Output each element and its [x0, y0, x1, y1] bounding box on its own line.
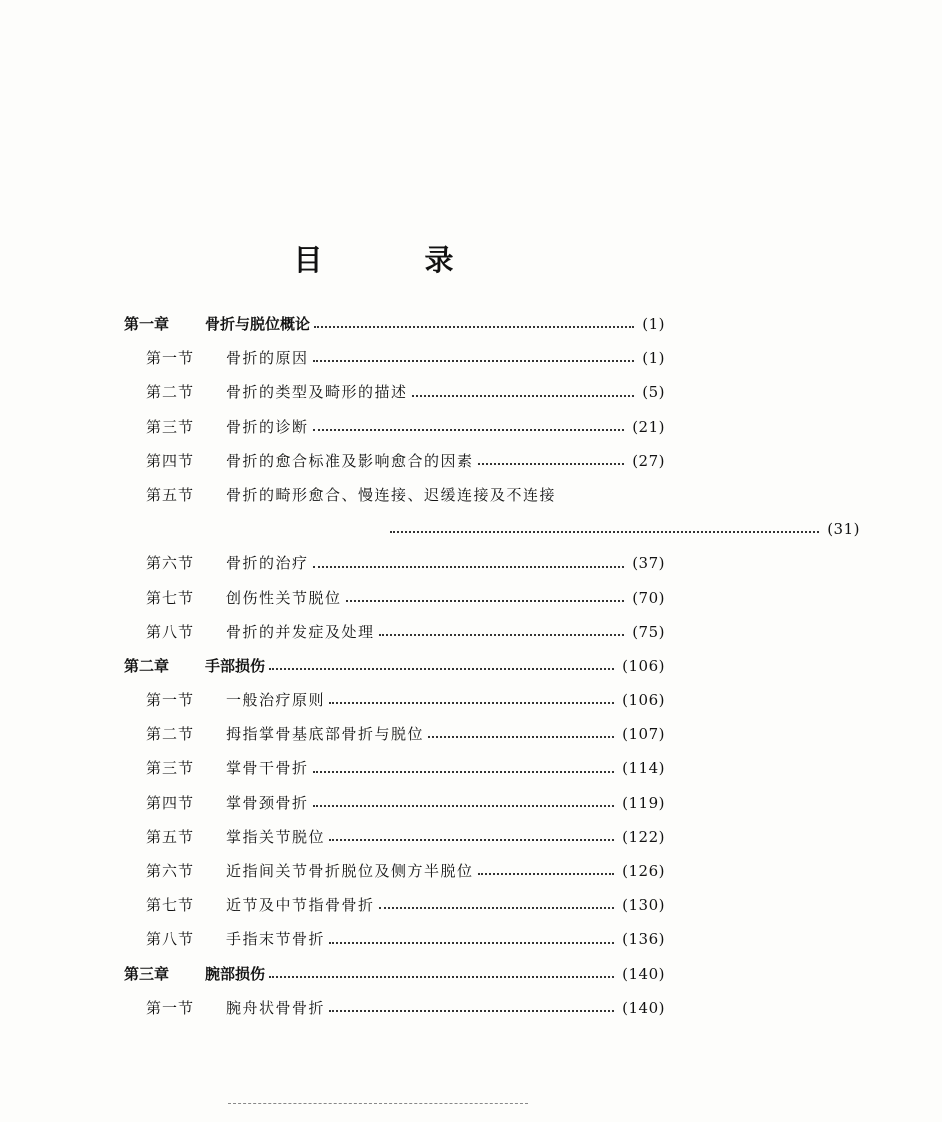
toc-section-row[interactable]: [0, 991, 747, 1025]
toc-entry-label: 第四节: [146, 793, 195, 812]
toc-dot-leader: [379, 600, 625, 636]
toc-entry-label: 第七节: [146, 896, 195, 915]
toc-page-number: (1): [642, 315, 665, 333]
toc-entry-title: 手指末节骨折: [226, 930, 326, 949]
toc-entry-label: 第二节: [146, 725, 195, 744]
toc-dot-leader: [314, 292, 634, 328]
toc-entry-title: 手部损伤: [205, 656, 266, 675]
toc-section-row[interactable]: [0, 581, 747, 615]
toc-page-number: (5): [642, 383, 665, 402]
toc-entry-title: 骨折的原因: [226, 349, 309, 368]
toc-dot-leader: [478, 429, 625, 465]
toc-entry-title: 骨折的类型及畸形的描述: [226, 383, 408, 402]
toc-page-number: (70): [632, 588, 665, 607]
page-title: 目 录: [293, 243, 500, 277]
toc-page-number: (75): [632, 622, 665, 641]
toc-entry-title: 骨折的愈合标准及影响愈合的因素: [226, 451, 474, 470]
toc-section-row[interactable]: [0, 683, 747, 717]
toc-entry-title: 腕舟状骨骨折: [226, 998, 326, 1017]
toc-dot-leader: [346, 566, 625, 602]
toc-entry-label: 第七节: [146, 588, 195, 607]
toc-entry-title: 骨折的并发症及处理: [226, 622, 375, 641]
toc-entry-label: 第八节: [146, 622, 195, 641]
toc-page-number: (31): [827, 520, 860, 539]
toc-entry-title: 腕部损伤: [205, 964, 266, 983]
toc-dot-leader: [329, 907, 614, 943]
toc-dot-leader: [313, 531, 625, 567]
table-of-contents: [0, 307, 860, 1025]
toc-entry-label: 第一节: [146, 998, 195, 1017]
toc-entry-label: 第一章: [124, 315, 170, 333]
toc-section-row[interactable]: [0, 820, 747, 854]
toc-page-number: (140): [622, 964, 665, 983]
toc-dot-leader: [329, 976, 614, 1012]
toc-dot-leader: [329, 668, 614, 704]
toc-dot-leader: [412, 360, 635, 396]
toc-entry-label: 第四节: [146, 451, 195, 470]
toc-entry-label: 第六节: [146, 554, 195, 573]
toc-page-number: (1): [642, 349, 665, 368]
toc-page-number: (140): [622, 998, 665, 1017]
toc-section-row[interactable]: [0, 444, 747, 478]
toc-dot-leader: [269, 942, 614, 978]
toc-dot-leader: [313, 736, 615, 772]
toc-page-number: (21): [632, 417, 665, 436]
toc-entry-label: 第二章: [124, 656, 170, 675]
toc-entry-title: 一般治疗原则: [226, 691, 326, 710]
toc-page-number: (136): [622, 930, 665, 949]
toc-entry-label: 第八节: [146, 930, 195, 949]
toc-page-number: (37): [632, 554, 665, 573]
toc-entry-label: 第三章: [124, 964, 170, 983]
toc-entry-title: 掌骨颈骨折: [226, 793, 309, 812]
toc-entry-title: 骨折的诊断: [226, 417, 309, 436]
toc-section-row[interactable]: [0, 341, 747, 375]
toc-section-row[interactable]: [0, 410, 747, 444]
toc-entry-title: 拇指掌骨基底部骨折与脱位: [226, 725, 425, 744]
toc-dot-leader: [313, 326, 635, 362]
toc-entry-label: 第一节: [146, 691, 195, 710]
footer-scan-line: [228, 1103, 528, 1104]
toc-entry-label: 第三节: [146, 417, 195, 436]
toc-page-number: (114): [622, 759, 665, 778]
toc-entry-title: 骨折与脱位概论: [205, 315, 311, 333]
toc-dot-leader: [269, 634, 614, 670]
toc-entry-title: 近节及中节指骨骨折: [226, 896, 375, 915]
toc-entry-title: 近指间关节骨折脱位及侧方半脱位: [226, 862, 474, 880]
toc-dot-leader: [390, 497, 819, 533]
toc-page-number: (126): [622, 862, 665, 880]
toc-entry-label: 第三节: [146, 759, 195, 778]
toc-entry-title: 骨折的治疗: [226, 554, 309, 573]
toc-entry-title: 掌指关节脱位: [226, 827, 326, 846]
toc-section-row[interactable]: [0, 854, 747, 888]
toc-dot-leader: [313, 395, 625, 431]
toc-page-number: (27): [632, 451, 665, 470]
toc-entry-label: 第六节: [146, 862, 195, 880]
toc-entry-title: 骨折的畸形愈合、慢连接、迟缓连接及不连接: [226, 485, 557, 504]
toc-page-number: (119): [622, 793, 665, 812]
toc-entry-label: 第二节: [146, 383, 195, 402]
toc-page-number: (106): [622, 656, 665, 675]
toc-page-number: (130): [622, 896, 665, 915]
toc-entry-label: 第五节: [146, 827, 195, 846]
toc-entry-label: 第五节: [146, 485, 195, 504]
toc-dot-leader: [379, 873, 615, 909]
toc-entry-title: 创伤性关节脱位: [226, 588, 342, 607]
toc-page-number: (106): [622, 691, 665, 710]
toc-dot-leader: [313, 771, 615, 807]
toc-page-number: (107): [622, 725, 665, 744]
toc-page-number: (122): [622, 827, 665, 846]
toc-dot-leader: [428, 702, 614, 738]
toc-entry-label: 第一节: [146, 349, 195, 368]
toc-dot-leader: [478, 839, 615, 875]
toc-entry-title: 掌骨干骨折: [226, 759, 309, 778]
toc-dot-leader: [329, 805, 614, 841]
